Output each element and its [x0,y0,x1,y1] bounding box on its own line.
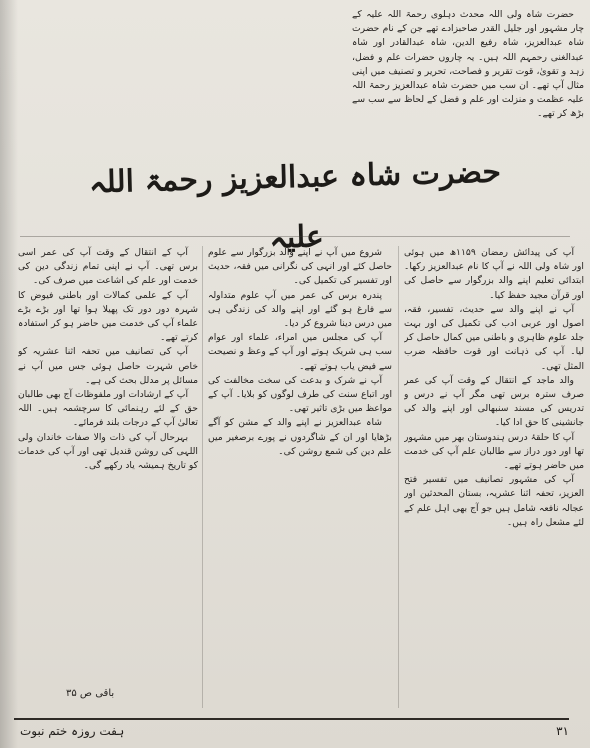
paragraph: آپ کی تصانیف میں تحفہ اثنا عشریہ کو خاص شہرت حاصل ہوئی جس میں آپ نے مسائل پر مدلل بحث کی ہے۔ [18,346,198,386]
column-divider-right [398,246,399,708]
paragraph: آپ کے انتقال کے وقت آپ کی عمر اسی برس تھی۔ آپ نے اپنی تمام زندگی دین کی خدمت اور علم کی اشاعت میں صرف کی۔ [18,247,198,287]
article-heading: حضرت شاہ عبدالعزیز رحمۃ اللہ علیہ [88,154,502,256]
paragraph: شاہ عبدالعزیز نے اپنے والد کے مشن کو آگے بڑھایا اور ان کے شاگردوں نے پورے برصغیر میں علم دین کی شمع روشن کی۔ [208,417,392,457]
intro-paragraph: حضرت شاہ ولی اللہ محدث دہلوی رحمۃ اللہ علیہ کے چار مشہور اور جلیل القدر صاحبزادے تھے جن کے نام حضرت شاہ عبدالعزیز، شاہ رفیع الدین، شاہ عبدالقادر اور شاہ عبدالغنی رحمہم اللہ ہیں۔ یہ چاروں حضرات علم و فضل، زہد و تقویٰ، قوت تقریر و فصاحت، تحریر و تصنیف میں اپنی مثال آپ تھے۔ ان سب میں حضرت شاہ عبدالعزیز رحمۃ اللہ علیہ عظمت و منزلت اور علم و فضل کے لحاظ سے سب سے بڑھ کر تھے۔ [352,9,584,120]
paragraph: آپ کی مجلس میں امراء، علماء اور عوام سب ہی شریک ہوتے اور آپ کے وعظ و نصیحت سے فیض یاب ہوتے تھے۔ [208,332,392,372]
heading-divider [20,236,570,237]
paragraph: آپ کے علمی کمالات اور باطنی فیوض کا شہرہ دور دور تک پھیلا ہوا تھا اور بڑے بڑے علماء آپ کی خدمت میں حاضر ہو کر استفادہ کرتے تھے۔ [18,289,198,344]
body-column-middle [208,246,392,708]
paragraph: آپ کی مشہور تصانیف میں تفسیر فتح العزیز، تحفہ اثنا عشریہ، بستان المحدثین اور عجالہ نافعہ شامل ہیں جو آج بھی اہل علم کے لئے مشعل راہ ہیں۔ [404,474,584,528]
body-column-right [404,246,584,708]
body-column-left [18,246,198,708]
paragraph: پندرہ برس کی عمر میں آپ علوم متداولہ سے فارغ ہو گئے اور اپنے والد کی زندگی ہی میں درس دینا شروع کر دیا۔ [208,289,392,330]
page-number: ۳۱ [556,724,569,738]
paragraph: والد ماجد کے انتقال کے وقت آپ کی عمر صرف سترہ برس تھی مگر آپ نے درس و تدریس کی مسند سنبھالی اور اپنے والد کی جانشینی کا حق ادا کیا۔ [404,374,584,429]
intro-column [352,8,584,146]
paragraph: آپ کے ارشادات اور ملفوظات آج بھی طالبان حق کے لئے رہنمائی کا سرچشمہ ہیں۔ اللہ تعالیٰ آپ کے درجات بلند فرمائے۔ [18,389,198,429]
paragraph: شروع میں آپ نے اپنے والد بزرگوار سے علوم حاصل کئے اور انہی کی نگرانی میں فقہ، حدیث اور تفسیر کی تکمیل کی۔ [208,247,392,287]
page-footer [14,718,569,742]
paragraph: آپ کا حلقۂ درس ہندوستان بھر میں مشہور تھا اور دور دراز سے طالبان علم آپ کی خدمت میں حاضر ہوتے تھے۔ [404,431,584,472]
paragraph: آپ نے شرک و بدعت کی سخت مخالفت کی اور اتباع سنت کی طرف لوگوں کو بلایا۔ آپ کے مواعظ میں بڑی تاثیر تھی۔ [208,374,392,415]
continued-note: باقی ص ۳۵ [66,688,115,699]
page-gutter-shadow [0,0,18,748]
publication-name: ہفت روزہ ختم نبوت [20,724,125,738]
paragraph: بہرحال آپ کی ذات والا صفات خاندان ولی اللہی کی روشن قندیل تھی اور آپ کی خدمات کو تاریخ ہمیشہ یاد رکھے گی۔ [18,431,198,472]
paragraph: آپ نے اپنے والد سے حدیث، تفسیر، فقہ، اصول اور عربی ادب کی تکمیل کی اور بہت جلد علوم ظاہری و باطنی میں کمال حاصل کر لیا۔ آپ کی ذہانت اور قوت حافظہ ضرب المثل تھی۔ [404,303,584,372]
column-divider-left [202,246,203,708]
paragraph: آپ کی پیدائش رمضان ۱۱۵۹ھ میں ہوئی اور شاہ ولی اللہ نے آپ کا نام عبدالعزیز رکھا۔ ابتدائی تعلیم اپنے والد بزرگوار سے حاصل کی اور قرآن مجید حفظ کیا۔ [404,247,584,301]
